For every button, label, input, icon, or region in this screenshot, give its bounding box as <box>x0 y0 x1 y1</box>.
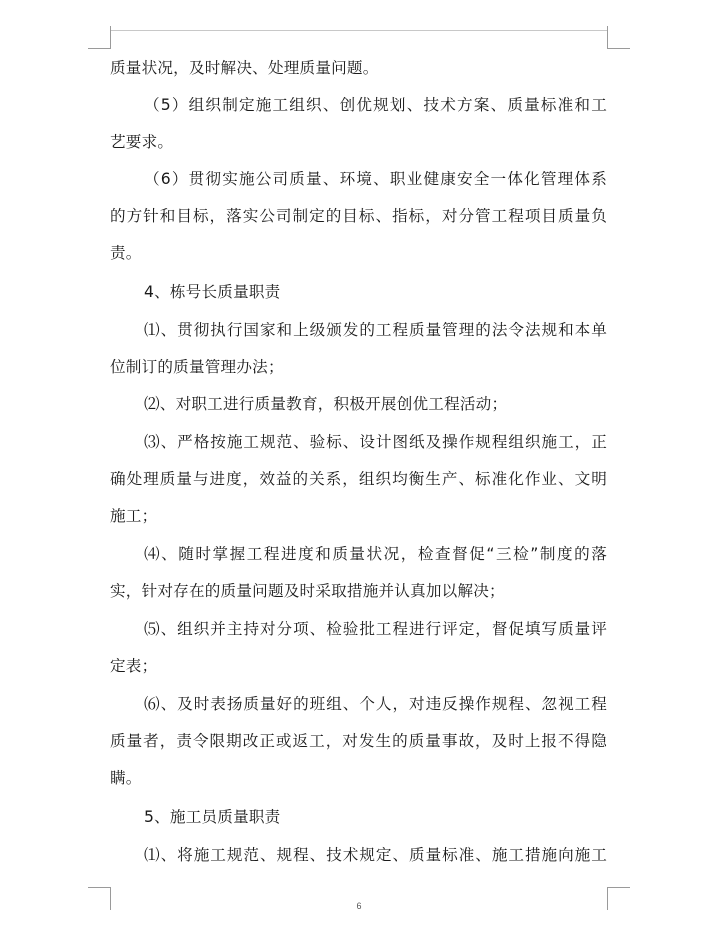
body-text-line: （6）贯彻实施公司质量、环境、职业健康安全一体化管理体系 <box>144 170 607 188</box>
body-text-line: 质量者，责令限期改正或返工，对发生的质量事故，及时上报不得隐 <box>110 732 607 750</box>
body-text-line: ⑹、及时表扬质量好的班组、个人，对违反操作规程、忽视工程 <box>144 695 607 713</box>
body-text-line: ⑷、随时掌握工程进度和质量状况，检查督促“三检”制度的落 <box>144 545 607 563</box>
body-text-line: ⑸、组织并主持对分项、检验批工程进行评定，督促填写质量评 <box>144 620 607 638</box>
body-text-line: ⑴、将施工规范、规程、技术规定、质量标准、施工措施向施工 <box>144 846 607 864</box>
body-text-line: 施工； <box>110 507 158 525</box>
body-text-line: 责。 <box>110 244 142 262</box>
crop-mark-top-right <box>607 26 630 49</box>
body-text-line: 艺要求。 <box>110 133 174 151</box>
body-text-line: 质量状况，及时解决、处理质量问题。 <box>110 59 379 77</box>
page-number: 6 <box>356 901 362 911</box>
body-text-line: 位制订的质量管理办法； <box>110 358 284 376</box>
section-heading: 4、栋号长质量职责 <box>144 283 281 301</box>
body-text-line: 定表； <box>110 657 158 675</box>
body-text-line: ⑵、对职工进行质量教育，积极开展创优工程活动； <box>144 395 508 413</box>
body-text-line: （5）组织制定施工组织、创优规划、技术方案、质量标准和工 <box>144 96 607 114</box>
body-text-line: ⑴、贯彻执行国家和上级颁发的工程质量管理的法令法规和本单 <box>144 321 607 339</box>
crop-mark-top-left <box>88 26 111 49</box>
body-text-line: ⑶、严格按施工规范、验标、设计图纸及操作规程组织施工，正 <box>144 433 607 451</box>
body-text-line: 瞒。 <box>110 769 142 787</box>
body-text-line: 的方针和目标，落实公司制定的目标、指标，对分管工程项目质量负 <box>110 207 607 225</box>
section-heading: 5、施工员质量职责 <box>144 808 281 826</box>
header-rule <box>110 30 607 31</box>
body-text-line: 确处理质量与进度，效益的关系，组织均衡生产、标准化作业、文明 <box>110 470 607 488</box>
body-text-line: 实，针对存在的质量问题及时采取措施并认真加以解决； <box>110 582 505 600</box>
